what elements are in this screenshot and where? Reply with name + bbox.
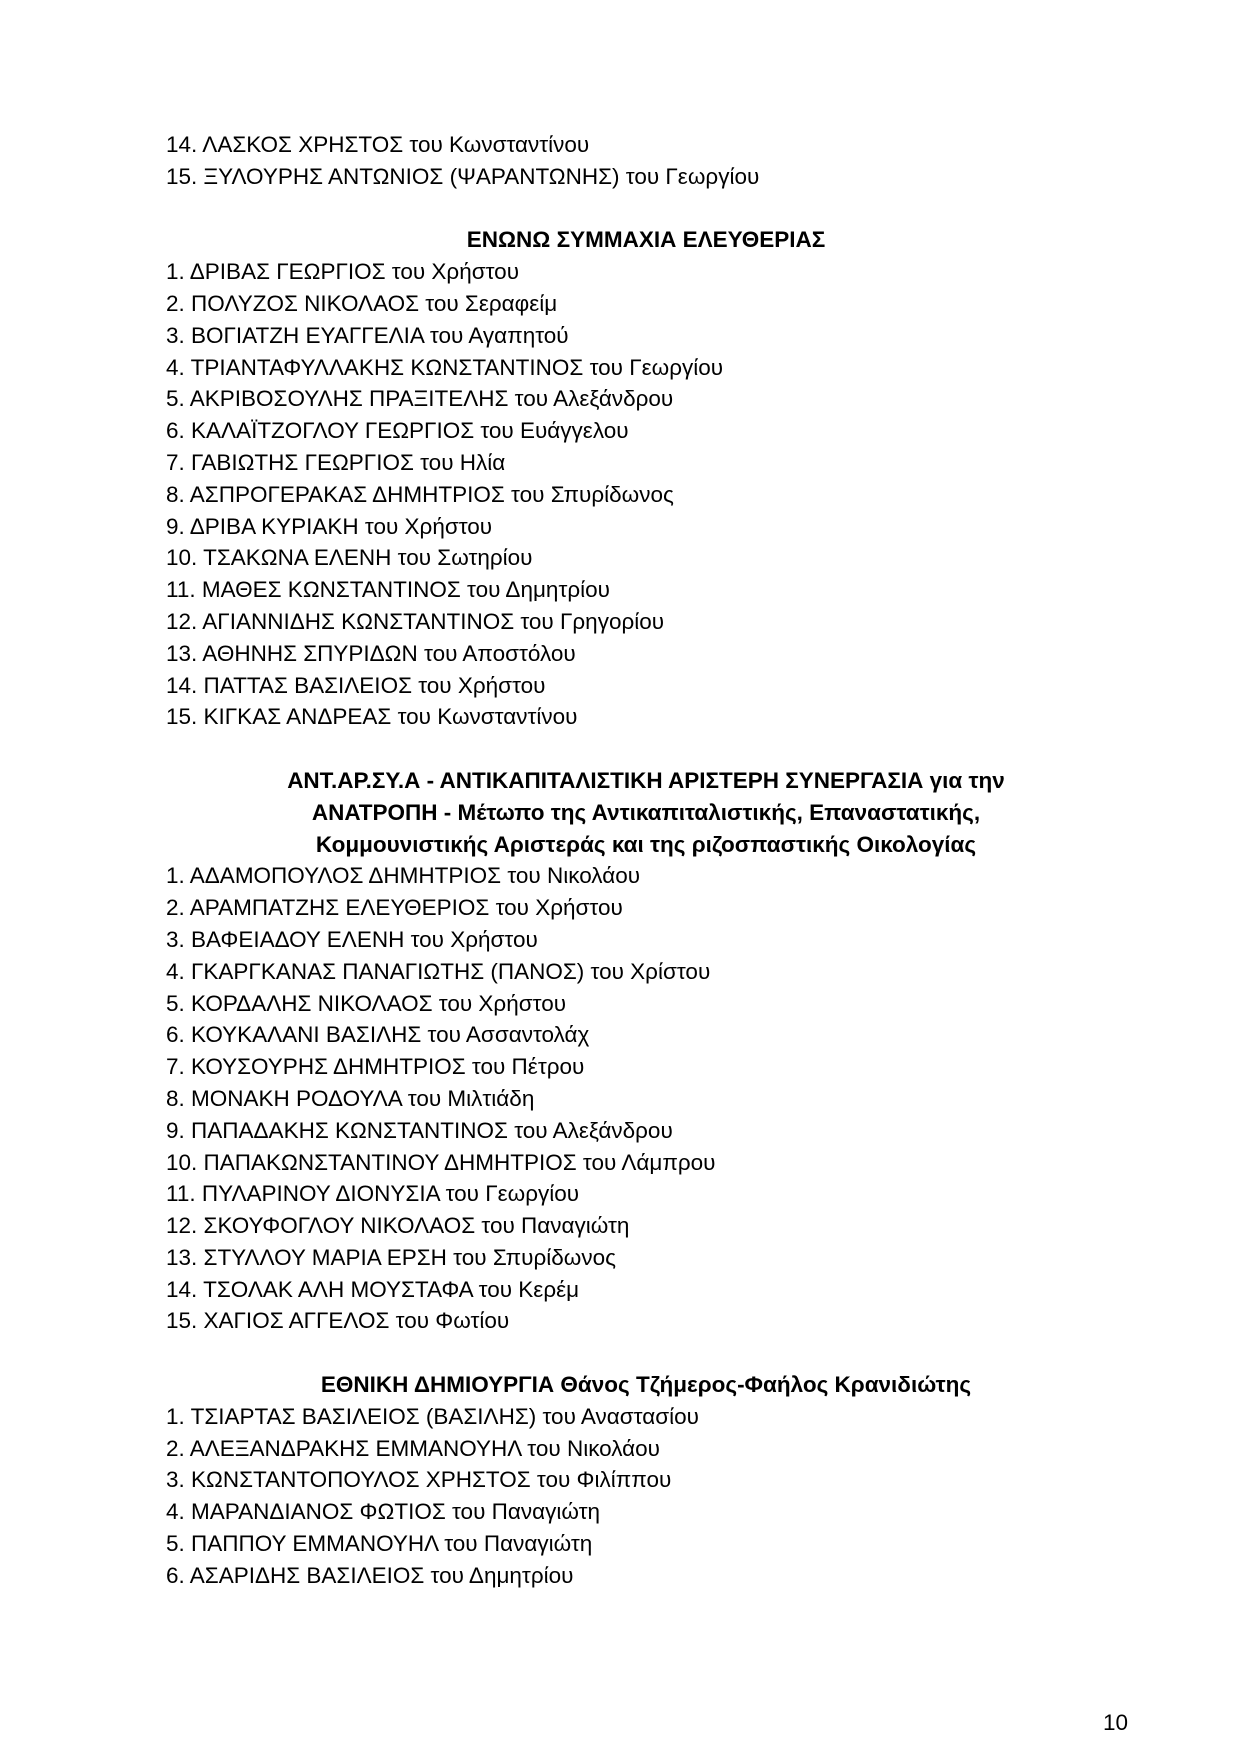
- list-item: 4. ΜΑΡΑΝΔΙΑΝΟΣ ΦΩΤΙΟΣ του Παναγιώτη: [166, 1499, 601, 1525]
- candidate-section: [166, 765, 1126, 1337]
- list-item: 10. ΤΣΑΚΩΝΑ ΕΛΕΝΗ του Σωτηρίου: [166, 545, 533, 571]
- list-item: 2. ΑΛΕΞΑΝΔΡΑΚΗΣ ΕΜΜΑΝΟΥΗΛ του Νικολάου: [166, 1435, 660, 1461]
- list-item: 8. ΜΟΝΑΚΗ ΡΟΔΟΥΛΑ του Μιλτιάδη: [166, 1085, 535, 1111]
- list-item: 15. ΚΙΓΚΑΣ ΑΝΔΡΕΑΣ του Κωνσταντίνου: [166, 704, 578, 730]
- list-item: 2. ΑΡΑΜΠΑΤΖΗΣ ΕΛΕΥΘΕΡΙΟΣ του Χρήστου: [166, 895, 623, 921]
- list-item: 9. ΠΑΠΑΔΑΚΗΣ ΚΩΝΣΤΑΝΤΙΝΟΣ του Αλεξάνδρου: [166, 1117, 673, 1143]
- list-item: 5. ΚΟΡΔΑΛΗΣ ΝΙΚΟΛΑΟΣ του Χρήστου: [166, 990, 567, 1016]
- list-item: 15. ΧΑΓΙΟΣ ΑΓΓΕΛΟΣ του Φωτίου: [166, 1308, 510, 1334]
- section-heading: Κομμουνιστικής Αριστεράς και της ριζοσπαστικής Οικολογίας: [315, 831, 977, 857]
- page-number: 10: [1102, 1710, 1128, 1735]
- continued-candidate-list: [166, 129, 1126, 193]
- list-item: 10. ΠΑΠΑΚΩΝΣΤΑΝΤΙΝΟΥ ΔΗΜΗΤΡΙΟΣ του Λάμπρου: [166, 1149, 716, 1175]
- section-heading: ΑΝΤ.ΑΡ.ΣΥ.Α - ΑΝΤΙΚΑΠΙΤΑΛΙΣΤΙΚΗ ΑΡΙΣΤΕΡΗ ΣΥΝΕΡΓΑΣΙΑ για την: [287, 767, 1005, 793]
- section-heading: ΕΘΝΙΚΗ ΔΗΜΙΟΥΡΓΙΑ Θάνος Τζήμερος-Φαήλος Κρανιδιώτης: [320, 1372, 972, 1398]
- list-item: 3. ΒΟΓΙΑΤΖΗ ΕΥΑΓΓΕΛΙΑ του Αγαπητού: [166, 322, 569, 348]
- candidate-section: [166, 224, 1126, 733]
- list-item: 3. ΚΩΝΣΤΑΝΤΟΠΟΥΛΟΣ ΧΡΗΣΤΟΣ του Φιλίππου: [166, 1467, 672, 1493]
- list-item: 6. ΚΑΛΑΪΤΖΟΓΛΟΥ ΓΕΩΡΓΙΟΣ του Ευάγγελου: [166, 418, 629, 444]
- list-item: 14. ΤΣΟΛΑΚ ΑΛΗ ΜΟΥΣΤΑΦΑ του Κερέμ: [166, 1276, 580, 1302]
- list-item: 6. ΚΟΥΚΑΛΑΝΙ ΒΑΣΙΛΗΣ του Ασσαντολάχ: [166, 1022, 590, 1048]
- list-item: 12. ΑΓΙΑΝΝΙΔΗΣ ΚΩΝΣΤΑΝΤΙΝΟΣ του Γρηγορίου: [166, 608, 665, 634]
- list-item: 7. ΚΟΥΣΟΥΡΗΣ ΔΗΜΗΤΡΙΟΣ του Πέτρου: [166, 1054, 585, 1080]
- list-item: 8. ΑΣΠΡΟΓΕΡΑΚΑΣ ΔΗΜΗΤΡΙΟΣ του Σπυρίδωνος: [166, 481, 674, 507]
- list-item: 13. ΣΤΥΛΛΟΥ ΜΑΡΙΑ ΕΡΣΗ του Σπυρίδωνος: [166, 1244, 616, 1270]
- list-item: 5. ΠΑΠΠΟΥ ΕΜΜΑΝΟΥΗΛ του Παναγιώτη: [166, 1531, 593, 1557]
- list-item: 1. ΑΔΑΜΟΠΟΥΛΟΣ ΔΗΜΗΤΡΙΟΣ του Νικολάου: [166, 863, 641, 889]
- list-item: 1. ΤΣΙΑΡΤΑΣ ΒΑΣΙΛΕΙΟΣ (ΒΑΣΙΛΗΣ) του Αναστασίου: [166, 1403, 699, 1429]
- candidate-section: [166, 1369, 1126, 1592]
- list-item: 3. ΒΑΦΕΙΑΔΟΥ ΕΛΕΝΗ του Χρήστου: [166, 926, 538, 952]
- list-item: 5. ΑΚΡΙΒΟΣΟΥΛΗΣ ΠΡΑΞΙΤΕΛΗΣ του Αλεξάνδρου: [166, 386, 674, 412]
- list-item: 9. ΔΡΙΒΑ ΚΥΡΙΑΚΗ του Χρήστου: [166, 513, 493, 539]
- list-item: 4. ΤΡΙΑΝΤΑΦΥΛΛΑΚΗΣ ΚΩΝΣΤΑΝΤΙΝΟΣ του Γεωργίου: [166, 354, 724, 380]
- list-item: 6. ΑΣΑΡΙΔΗΣ ΒΑΣΙΛΕΙΟΣ του Δημητρίου: [166, 1562, 574, 1588]
- list-item: 12. ΣΚΟΥΦΟΓΛΟΥ ΝΙΚΟΛΑΟΣ του Παναγιώτη: [166, 1213, 630, 1239]
- section-heading: ΑΝΑΤΡΟΠΗ - Μέτωπο της Αντικαπιταλιστικής, Επαναστατικής,: [311, 799, 981, 825]
- list-item: 7. ΓΑΒΙΩΤΗΣ ΓΕΩΡΓΙΟΣ του Ηλία: [166, 449, 506, 475]
- list-item: 11. ΠΥΛΑΡΙΝΟΥ ΔΙΟΝΥΣΙΑ του Γεωργίου: [166, 1181, 580, 1207]
- list-item: 15. ΞΥΛΟΥΡΗΣ ΑΝΤΩΝΙΟΣ (ΨΑΡΑΝΤΩΝΗΣ) του Γεωργίου: [166, 163, 760, 189]
- list-item: 1. ΔΡΙΒΑΣ ΓΕΩΡΓΙΟΣ του Χρήστου: [166, 259, 520, 285]
- list-item: 11. ΜΑΘΕΣ ΚΩΝΣΤΑΝΤΙΝΟΣ του Δημητρίου: [166, 577, 610, 603]
- list-item: 14. ΠΑΤΤΑΣ ΒΑΣΙΛΕΙΟΣ του Χρήστου: [166, 672, 546, 698]
- page-content: [166, 129, 1126, 1592]
- list-item: 2. ΠΟΛΥΖΟΣ ΝΙΚΟΛΑΟΣ του Σεραφείμ: [166, 290, 558, 316]
- list-item: 14. ΛΑΣΚΟΣ ΧΡΗΣΤΟΣ του Κωνσταντίνου: [166, 132, 590, 157]
- list-item: 13. ΑΘΗΝΗΣ ΣΠΥΡΙΔΩΝ του Αποστόλου: [166, 640, 576, 666]
- section-heading: ΕΝΩΝΩ ΣΥΜΜΑΧΙΑ ΕΛΕΥΘΕΡΙΑΣ: [466, 227, 826, 253]
- list-item: 4. ΓΚΑΡΓΚΑΝΑΣ ΠΑΝΑΓΙΩΤΗΣ (ΠΑΝΟΣ) του Χρίστου: [166, 958, 711, 984]
